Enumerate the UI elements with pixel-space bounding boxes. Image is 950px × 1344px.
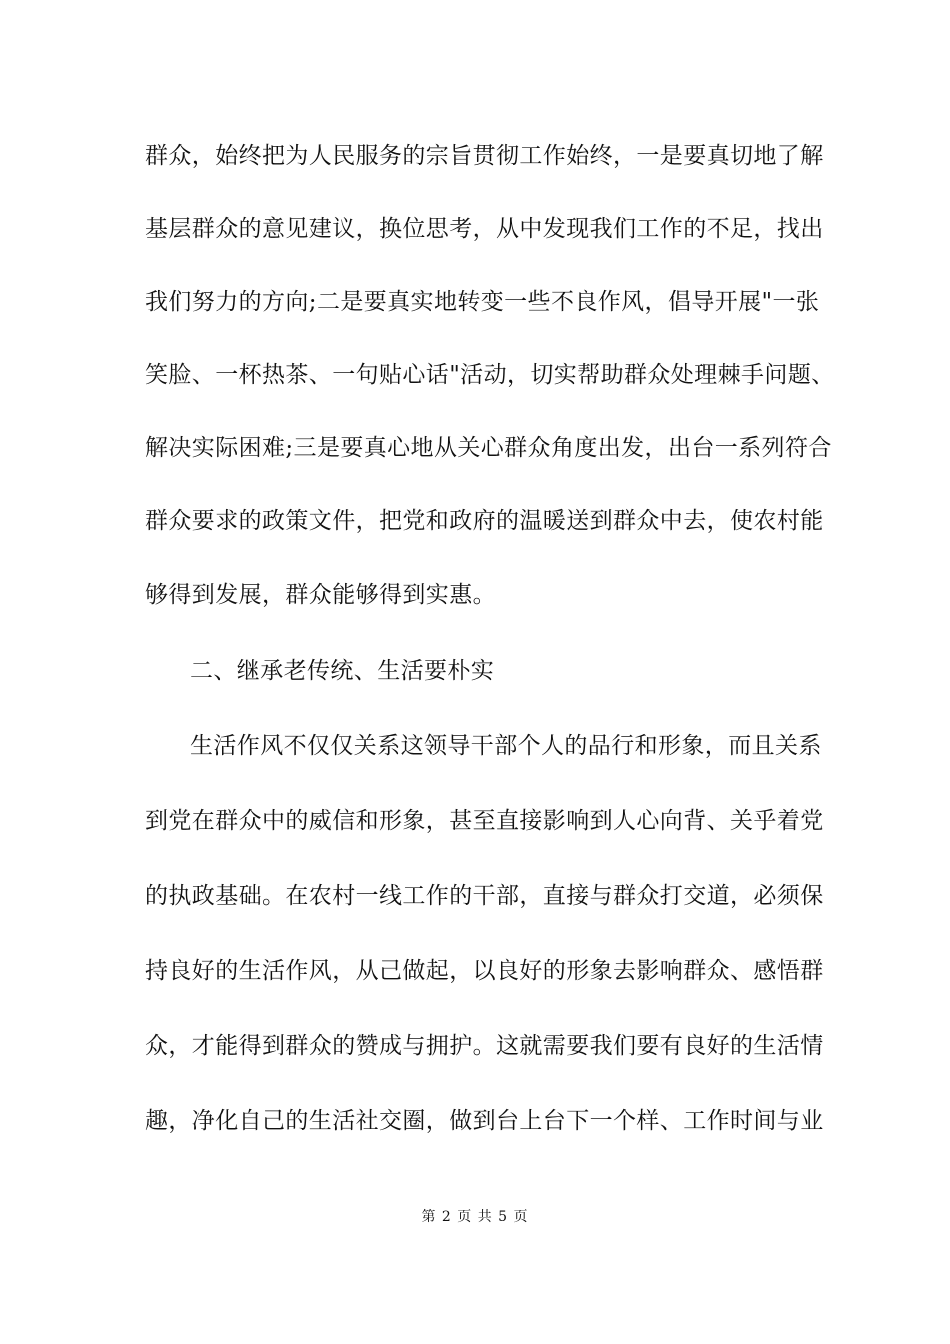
body-text-line: 到党在群众中的威信和形象，甚至直接影响到人心向背、关乎着党 xyxy=(145,808,824,834)
body-text-line: 解决实际困难;三是要真心地从关心群众角度出发，出台一系列符合 xyxy=(145,435,832,461)
body-text-line: 群众要求的政策文件，把党和政府的温暖送到群众中去，使农村能 xyxy=(145,508,824,534)
body-text-line: 群众，始终把为人民服务的宗旨贯彻工作始终，一是要真切地了解 xyxy=(145,143,824,169)
body-text-line: 笑脸、一杯热茶、一句贴心话"活动，切实帮助群众处理棘手问题、 xyxy=(145,362,835,388)
body-text-line: 我们努力的方向;二是要真实地转变一些不良作风，倡导开展"一张 xyxy=(145,289,820,315)
body-text-line: 基层群众的意见建议，换位思考，从中发现我们工作的不足，找出 xyxy=(145,216,824,242)
page-number-footer: 第 2 页 共 5 页 xyxy=(421,1209,529,1225)
body-text-line: 趣，净化自己的生活社交圈，做到台上台下一个样、工作时间与业 xyxy=(145,1108,824,1134)
body-text-line: 生活作风不仅仅关系这领导干部个人的品行和形象，而且关系 xyxy=(190,733,822,759)
section-heading: 二、继承老传统、生活要朴实 xyxy=(190,658,495,684)
body-text-line: 够得到发展，群众能够得到实惠。 xyxy=(145,582,496,608)
body-text-line: 持良好的生活作风，从己做起，以良好的形象去影响群众、感悟群 xyxy=(145,958,824,984)
body-text-line: 众，才能得到群众的赞成与拥护。这就需要我们要有良好的生活情 xyxy=(145,1033,824,1059)
body-text-line: 的执政基础。在农村一线工作的干部，直接与群众打交道，必须保 xyxy=(145,883,824,909)
